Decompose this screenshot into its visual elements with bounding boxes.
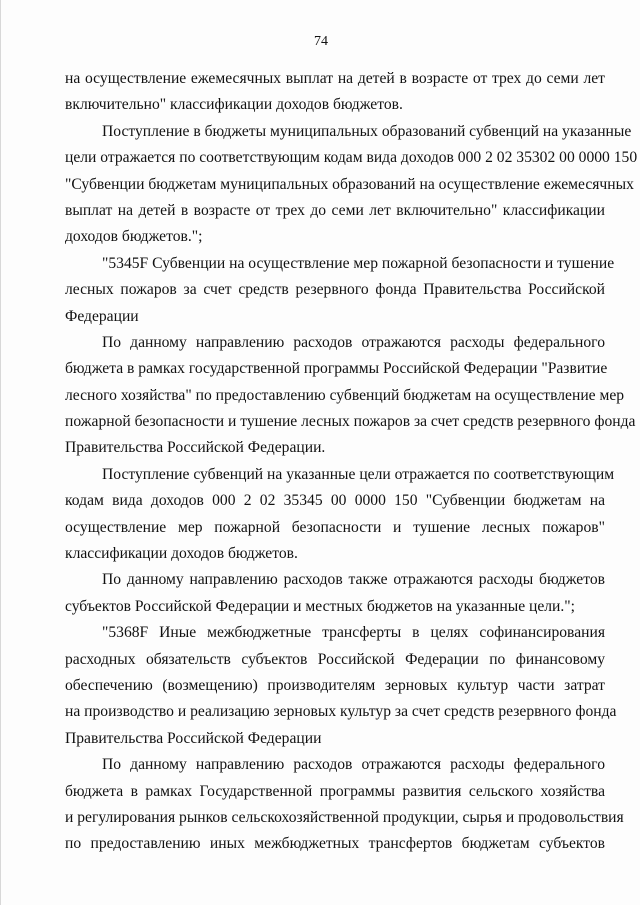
text-line: Федерации bbox=[65, 307, 139, 325]
text-line: доходов бюджетов."; bbox=[65, 228, 203, 246]
text-line: осуществление мер пожарной безопасности и тушение лесных пожаров" bbox=[65, 518, 605, 536]
text-line: По данному направлению расходов отражаются расходы федерального bbox=[102, 333, 605, 351]
text-line: субъектов Российской Федерации и местных бюджетов на указанные цели."; bbox=[65, 597, 576, 615]
text-line: бюджета в рамках государственной программы Российской Федерации "Развитие bbox=[65, 360, 608, 378]
text-line: на производство и реализацию зерновых культур за счет средств резервного фонда bbox=[65, 703, 617, 721]
text-line: По данному направлению расходов отражаются расходы федерального bbox=[102, 756, 605, 774]
text-line: Поступление субвенций на указанные цели отражается по соответствующим bbox=[102, 465, 615, 483]
text-line: и регулирования рынков сельскохозяйственной продукции, сырья и продовольствия bbox=[65, 808, 624, 826]
text-line: Правительства Российской Федерации bbox=[65, 729, 322, 747]
text-line: выплат на детей в возрасте от трех до семи лет включительно" классификации bbox=[65, 201, 605, 219]
text-line: на осуществление ежемесячных выплат на детей в возрасте от трех до семи лет bbox=[65, 70, 605, 87]
text-line: кодам вида доходов 000 2 02 35345 00 0000 150 "Субвенции бюджетам на bbox=[65, 492, 605, 510]
text-line: "Субвенции бюджетам муниципальных образований на осуществление ежемесячных bbox=[65, 175, 634, 193]
text-line: лесного хозяйства" по предоставлению субвенций бюджетам на осуществление мер bbox=[65, 386, 625, 404]
text-line: "5345F Субвенции на осуществление мер пожарной безопасности и тушение bbox=[102, 254, 615, 272]
text-line: Правительства Российской Федерации. bbox=[65, 439, 326, 457]
page-number: 74 bbox=[314, 34, 328, 49]
text-line: обеспечению (возмещению) производителям зерновых культур части затрат bbox=[65, 676, 605, 694]
document-body bbox=[65, 66, 638, 858]
text-line: Поступление в бюджеты муниципальных образований субвенций на указанные bbox=[102, 122, 632, 140]
text-line: лесных пожаров за счет средств резервного фонда Правительства Российской bbox=[65, 281, 605, 299]
text-line: бюджета в рамках Государственной программы развития сельского хозяйства bbox=[65, 782, 605, 800]
text-line: расходных обязательств субъектов Российской Федерации по финансовому bbox=[65, 650, 605, 668]
text-line: По данному направлению расходов также отражаются расходы бюджетов bbox=[102, 571, 605, 589]
text-line: классификации доходов бюджетов. bbox=[65, 545, 298, 563]
text-line: пожарной безопасности и тушение лесных пожаров за счет средств резервного фонда bbox=[65, 413, 636, 431]
text-line: включительно" классификации доходов бюджетов. bbox=[65, 96, 403, 114]
text-line: по предоставлению иных межбюджетных трансфертов бюджетам субъектов bbox=[65, 835, 605, 853]
text-line: "5368F Иные межбюджетные трансферты в целях софинансирования bbox=[102, 624, 605, 642]
text-line: цели отражается по соответствующим кодам вида доходов 000 2 02 35302 00 0000 150 bbox=[65, 149, 638, 167]
